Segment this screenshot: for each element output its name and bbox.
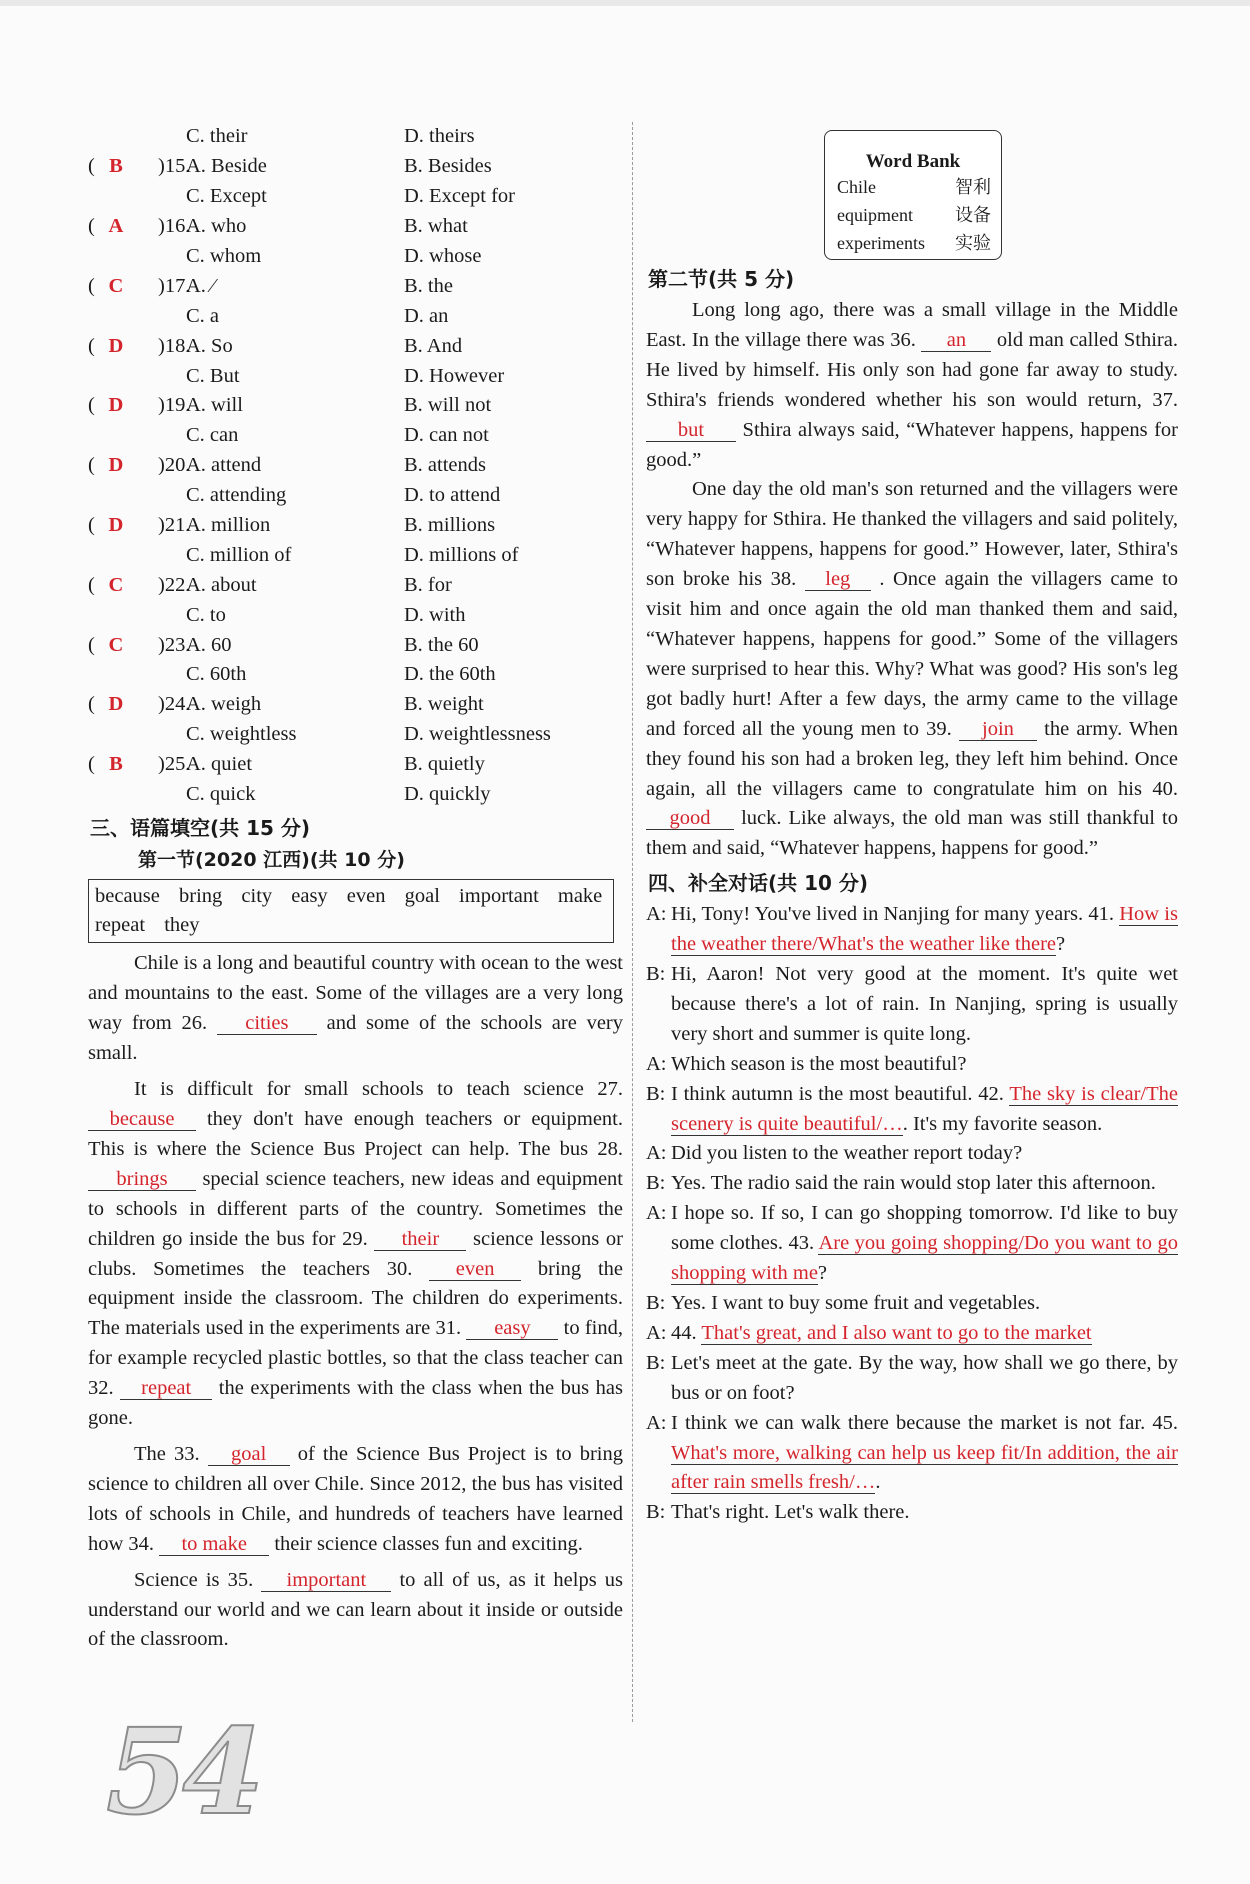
option-row [88,780,623,810]
answer-letter: D [108,514,124,537]
option-row [88,421,623,451]
option-a: C. 60th [186,663,247,686]
answer-bracket: ( C [88,275,158,298]
answer-33: goal [208,1443,290,1466]
option-row [88,540,623,570]
passage-paragraph: The 33. goal of the Science Bus Project is to bring science to children all over Chile. Since 2012, the bus has visited lots of schools in Chile, and hundreds of teachers have learned how 34. to make their science classes fun and exciting. [88,1442,623,1555]
dialogue-line [646,1139,1178,1169]
answer-bracket: ( D [88,335,158,358]
option-row [88,361,623,391]
option-a: C. attending [186,484,287,507]
answer-bracket: ( C [88,574,158,597]
dialogue-text: 44. That's great, and I also want to go to the market [671,1321,1092,1344]
part2-title: 第二节(共 5 分) [648,267,795,291]
option-a: C. their [186,125,248,148]
dialogue-text: Hi, Aaron! Not very good at the moment. It's quite wet because there's a lot of rain. In Nanjing, spring is usually very short and summer is quite long. [671,963,1178,1045]
dialogue-line [646,1169,1178,1199]
option-b: D. the 60th [404,663,496,686]
word-bank-entry [825,229,1001,257]
option-b: D. with [404,603,466,626]
dialogue-text: Yes. The radio said the rain would stop later this afternoon. [671,1172,1156,1195]
option-row [88,152,623,182]
option-row [88,750,623,780]
option-a: A. million [186,514,271,537]
word-bank-scroll [824,130,1002,260]
dialogue-text: I think autumn is the most beautiful. 42. The sky is clear/The scenery is quite beautiful/…. It's my favorite season. [671,1082,1178,1135]
option-a: C. to [186,603,226,626]
answer-letter: C [108,633,124,656]
word-bank-entry [825,173,1001,201]
answer-26: cities [217,1012,317,1035]
left-column [88,122,623,1655]
dialogue-line [646,1498,1178,1528]
speaker: B: [646,963,666,986]
option-b: D. millions of [404,543,519,566]
dialogue-answer: What's more, walking can help us keep fit/In addition, the air after rain smells fresh/… [671,1441,1178,1494]
question-number: )19. [158,394,191,417]
option-a: A. 60 [186,633,232,656]
question-number: )23. [158,633,191,656]
option-b: B. for [404,573,452,596]
option-a: A. attend [186,454,262,477]
option-a: C. can [186,424,239,447]
answer-27: because [88,1108,196,1131]
option-row [88,182,623,212]
speaker: B: [646,1292,666,1314]
answer-31: easy [466,1317,558,1340]
answer-letter: D [108,394,124,417]
option-row [88,511,623,541]
answer-letter: A [108,215,124,238]
word-box: because bring city easy even goal important make repeat they [88,879,614,943]
dialogue-line [646,1080,1178,1140]
dialogue-answer: That's great, and I also want to go to the market [701,1321,1092,1344]
option-b: B. the [404,274,453,297]
option-row [88,391,623,421]
question-number: )25. [158,753,191,776]
option-row [88,271,623,301]
question-number: )15. [158,155,191,178]
option-a: A. who [186,215,247,238]
question-number: )24. [158,693,191,716]
option-b: D. quickly [404,783,491,806]
answer-32: repeat [120,1377,212,1400]
option-b: D. theirs [404,125,475,148]
dialogue-line [646,1409,1178,1499]
story-paragraph: One day the old man's son returned and the villagers were very happy for Sthira. He thanked the villagers and said politely, “Whatever happens, happens for good.” However, later, Sthira's son broke his 38. leg . Once again the villagers came to visit him and once again the old man thanked them and said, “Whatever happens, happens for good.” Some of the villagers were surprised to hear this. Why? What was good? His son's leg got badly hurt! After a few days, the army came to the village and forced all the young men to 39. join the army. When they found his son had a broken leg, they left him behind. Once again, all the villagers came to congratulate him on his 40. good luck. Like always, the old man was still thankful to them and said, “Whatever happens, happens for good.” [646,478,1179,860]
answer-bracket: ( D [88,514,158,537]
question-number: )16. [158,215,191,238]
option-a: A. So [186,334,233,357]
option-a: C. million of [186,543,292,566]
option-b: B. attends [404,454,486,477]
dialogue-line [646,1319,1178,1349]
answer-letter: B [109,155,123,178]
word-bank-english: Chile [837,177,876,197]
question-number: )20. [158,454,191,477]
option-a: A. ⁄ [186,274,215,297]
question-number: )17. [158,274,191,297]
option-a: C. But [186,364,240,387]
speaker: B: [646,1501,666,1524]
option-b: B. quietly [404,753,485,776]
answer-38: leg [805,568,871,591]
word-bank-english: experiments [837,233,925,253]
word-bank-area [646,120,1178,270]
dialogue-answer: Are you going shopping/Do you want to go shopping with me [671,1232,1178,1285]
dialogue-text: Hi, Tony! You've lived in Nanjing for many years. 41. How is the weather there/What's the weather like there? [671,903,1178,956]
speaker: A: [646,1321,667,1344]
option-row [88,331,623,361]
answer-bracket: ( A [88,215,158,238]
option-row [88,122,623,152]
option-b: D. Except for [404,185,515,208]
option-a: A. will [186,394,243,417]
option-b: D. to attend [404,484,501,507]
passage-paragraph: It is difficult for small schools to teach science 27. because they don't have enough teachers or equipment. This is where the Science Bus Project can help. The bus 28. brings special science teachers, new ideas and equipment to schools in different parts of the country. Sometimes the children go inside the bus for 29. their science lessons or clubs. Sometimes the teachers 30. even bring the equipment inside the classroom. The children do experiments. The materials used in the experiments are 31. easy to find, for example recycled plastic bottles, so that the class teacher can 32. repeat the experiments with the class when the bus has gone. [88,1078,624,1430]
dialogue-text: That's right. Let's walk there. [671,1501,910,1524]
word-bank-entry [825,201,1001,229]
word-bank-rows [825,173,1001,257]
page-number: 54 [106,1702,259,1841]
option-row [88,451,623,481]
dialogue-answer: The sky is clear/The scenery is quite beautiful/… [671,1082,1178,1135]
word-bank-chinese: 设备 [955,205,991,225]
dialogue-text: Which season is the most beautiful? [671,1052,967,1075]
option-row [88,660,623,690]
multiple-choice-options [88,122,623,809]
option-b: D. However [404,364,505,387]
speaker: B: [646,1351,666,1374]
option-b: D. an [404,304,449,327]
passage-paragraph: Science is 35. important to all of us, as it helps us understand our world and we can learn about it inside or outside of the classroom. [88,1568,624,1651]
option-b: B. the 60 [404,633,479,656]
answer-35: important [261,1569,391,1592]
question-number: )22. [158,573,191,596]
option-row [88,301,623,331]
option-a: A. weigh [186,693,262,716]
answer-28: brings [88,1168,196,1191]
section3-title: 三、语篇填空(共 15 分) [90,816,311,841]
word-bank-chinese: 智利 [955,177,991,197]
dialogue-line [646,1199,1178,1289]
answer-bracket: ( B [88,155,158,178]
speaker: A: [646,1052,667,1075]
dialogue-text: I hope so. If so, I can go shopping tomorrow. I'd like to buy some clothes. 43. Are you going shopping/Do you want to go shopping with me? [671,1202,1178,1285]
dialogue-text: I think we can walk there because the market is not far. 45. What's more, walking can help us keep fit/In addition, the air after rain smells fresh/…. [671,1411,1178,1494]
answer-40: good [646,807,734,830]
answer-37: but [646,419,736,442]
option-a: C. quick [186,783,256,806]
option-a: A. Beside [186,155,267,178]
passage-paragraph: Chile is a long and beautiful country with ocean to the west and mountains to the east. Some of the villages are a very long way from 26. cities and some of the schools are very small. [88,952,623,1065]
option-row [88,720,623,750]
option-b: B. Besides [404,155,492,178]
dialogue-answer: How is the weather there/What's the weather like there [671,903,1178,956]
answer-bracket: ( C [88,634,158,657]
option-row [88,600,623,630]
option-row [88,630,623,660]
answer-letter: B [109,753,123,776]
section4-title: 四、补全对话(共 10 分) [648,871,869,896]
option-a: A. quiet [186,753,253,776]
speaker: A: [646,1142,667,1165]
option-b: B. millions [404,514,496,537]
answer-29: their [374,1228,466,1251]
option-a: C. Except [186,185,267,208]
column-divider [632,122,633,1722]
speaker: B: [646,1082,666,1105]
answer-39: join [959,718,1037,741]
question-number: )21. [158,514,191,537]
answer-36: an [921,329,991,352]
dialogue-line [646,960,1178,1050]
option-b: D. whose [404,245,482,267]
answer-letter: C [108,573,124,596]
word-bank-chinese: 实验 [955,233,991,253]
dialogue-text: Yes. I want to buy some fruit and vegetables. [671,1292,1041,1314]
dialogue-line [646,900,1178,960]
speaker: A: [646,903,667,926]
speaker: B: [646,1172,666,1195]
option-row [88,570,623,600]
option-a: C. whom [186,245,262,267]
dialogue [646,900,1178,1528]
option-a: C. a [186,304,220,327]
option-b: B. will not [404,394,492,417]
answer-letter: D [108,454,124,477]
option-b: B. And [404,334,463,357]
answer-30: even [429,1258,521,1281]
story-paragraph: Long long ago, there was a small village in the Middle East. In the village there was 36. an old man called Sthira. He lived by himself. His only son had gone far away to study. Sthira's friends wondered whether his son would return, 37. but Sthira always said, “Whatever happens, happens for good.” [646,299,1179,471]
word-bank-title: Word Bank [865,151,961,172]
dialogue-line [646,1050,1178,1080]
option-a: A. about [186,573,257,596]
speaker: A: [646,1411,667,1434]
option-b: B. what [404,215,468,238]
dialogue-line [646,1349,1178,1409]
answer-letter: D [108,334,124,357]
part1-title: 第一节(2020 江西)(共 10 分) [138,849,405,872]
option-row [88,690,623,720]
top-border [0,0,1250,6]
answer-34: to make [159,1533,269,1556]
option-row [88,481,623,511]
question-number: )18. [158,334,191,357]
speaker: A: [646,1202,667,1225]
answer-letter: D [108,693,124,716]
option-b: D. can not [404,424,489,447]
dialogue-text: Let's meet at the gate. By the way, how shall we go there, by bus or on foot? [671,1351,1178,1404]
answer-bracket: ( D [88,394,158,417]
right-column [646,120,1178,1528]
answer-bracket: ( D [88,454,158,477]
dialogue-line [646,1289,1178,1319]
option-b: B. weight [404,693,484,716]
option-row [88,242,623,272]
option-row [88,212,623,242]
word-bank-english: equipment [837,205,913,225]
answer-bracket: ( D [88,693,158,716]
option-b: D. weightlessness [404,723,551,746]
answer-bracket: ( B [88,753,158,776]
option-a: C. weightless [186,723,297,746]
dialogue-text: Did you listen to the weather report today? [671,1142,1023,1165]
answer-letter: C [108,274,124,297]
